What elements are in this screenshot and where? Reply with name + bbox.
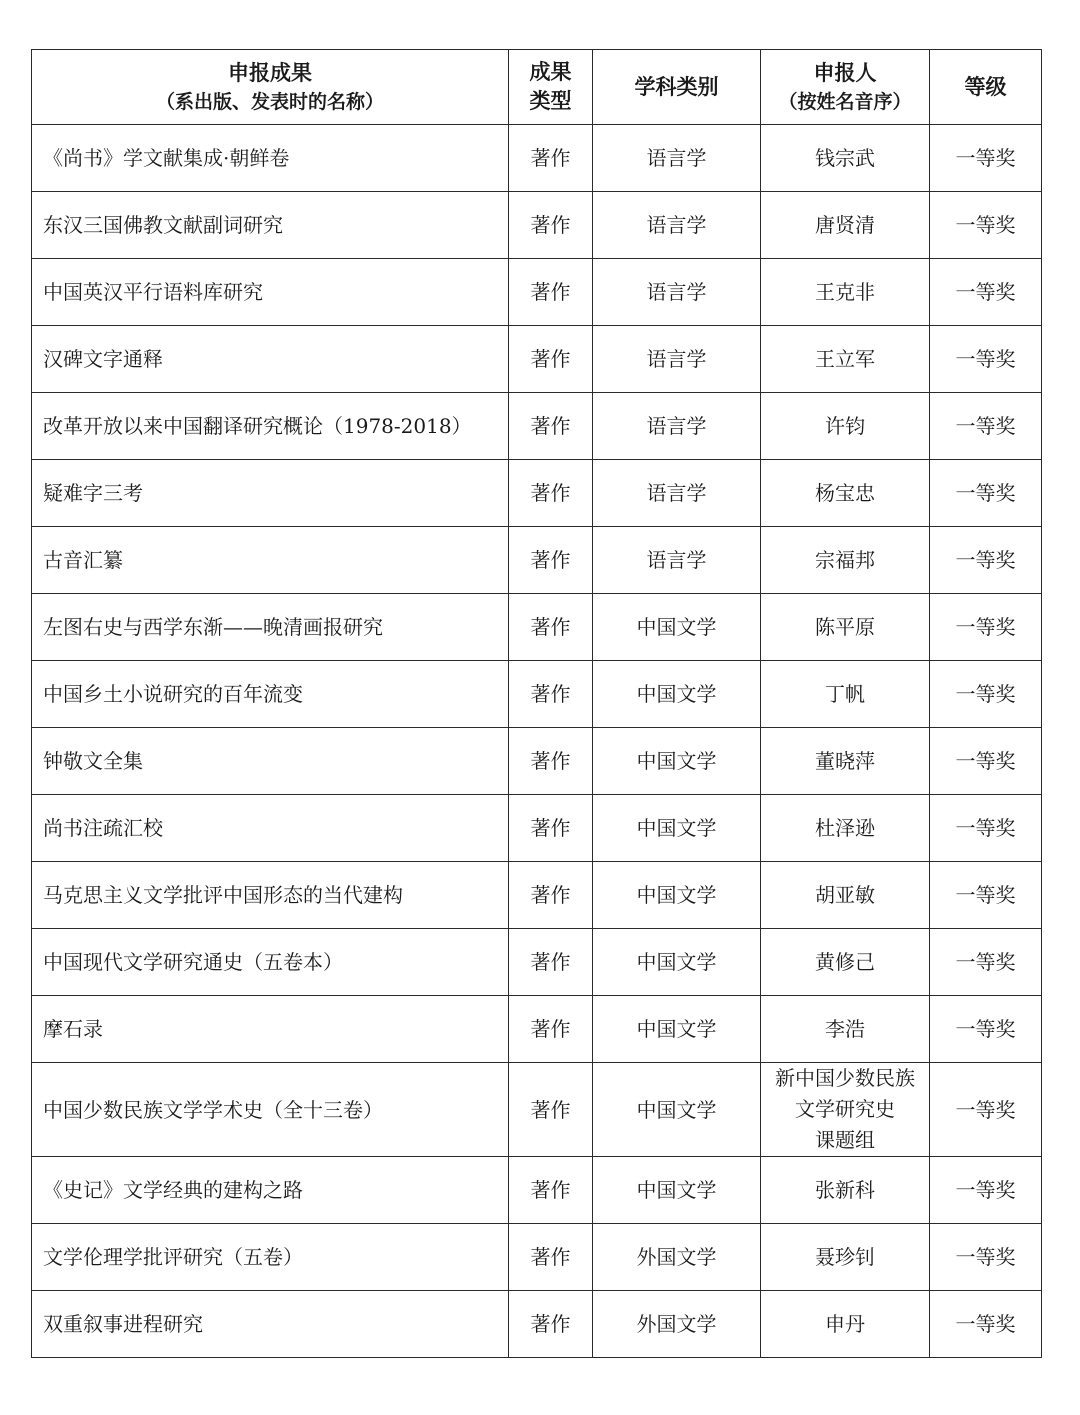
cell-type: 著作 [509, 728, 593, 795]
cell-type: 著作 [509, 594, 593, 661]
header-grade-label: 等级 [964, 75, 1007, 99]
cell-author: 申丹 [761, 1291, 930, 1358]
cell-title: 疑难字三考 [32, 460, 509, 527]
cell-grade: 一等奖 [930, 1063, 1042, 1157]
cell-title: 文学伦理学批评研究（五卷） [32, 1224, 509, 1291]
cell-grade: 一等奖 [930, 460, 1042, 527]
awards-table [31, 49, 1042, 1358]
cell-author-line: 新中国少数民族 [775, 1066, 915, 1090]
cell-grade: 一等奖 [930, 1157, 1042, 1224]
cell-grade: 一等奖 [930, 594, 1042, 661]
cell-title: 《史记》文学经典的建构之路 [32, 1157, 509, 1224]
header-author [761, 50, 930, 125]
cell-title: 改革开放以来中国翻译研究概论（1978-2018） [32, 393, 509, 460]
cell-title: 尚书注疏汇校 [32, 795, 509, 862]
cell-author: 唐贤清 [761, 192, 930, 259]
cell-author-line: 文学研究史 [795, 1097, 895, 1121]
cell-grade: 一等奖 [930, 192, 1042, 259]
table-row [32, 1063, 1042, 1157]
cell-author [761, 1063, 930, 1157]
cell-type: 著作 [509, 929, 593, 996]
table-row [32, 192, 1042, 259]
cell-discipline: 中国文学 [593, 862, 761, 929]
cell-grade: 一等奖 [930, 125, 1042, 192]
cell-discipline: 语言学 [593, 259, 761, 326]
cell-type: 著作 [509, 996, 593, 1063]
cell-type: 著作 [509, 1063, 593, 1157]
cell-title: 左图右史与西学东渐——晚清画报研究 [32, 594, 509, 661]
cell-grade: 一等奖 [930, 527, 1042, 594]
cell-title: 中国现代文学研究通史（五卷本） [32, 929, 509, 996]
cell-discipline: 中国文学 [593, 594, 761, 661]
table-row [32, 594, 1042, 661]
cell-discipline: 中国文学 [593, 1157, 761, 1224]
cell-author: 胡亚敏 [761, 862, 930, 929]
header-discipline [593, 50, 761, 125]
table-row [32, 929, 1042, 996]
cell-grade: 一等奖 [930, 326, 1042, 393]
cell-author-line: 课题组 [815, 1128, 875, 1152]
cell-title: 古音汇纂 [32, 527, 509, 594]
cell-type: 著作 [509, 393, 593, 460]
cell-discipline: 中国文学 [593, 929, 761, 996]
cell-author: 董晓萍 [761, 728, 930, 795]
cell-discipline: 语言学 [593, 125, 761, 192]
cell-title: 《尚书》学文献集成·朝鲜卷 [32, 125, 509, 192]
cell-title: 钟敬文全集 [32, 728, 509, 795]
cell-grade: 一等奖 [930, 795, 1042, 862]
table-row [32, 259, 1042, 326]
cell-discipline: 中国文学 [593, 996, 761, 1063]
header-author-main: 申报人 [813, 60, 877, 85]
header-type-line2: 类型 [529, 89, 572, 113]
cell-title: 中国英汉平行语料库研究 [32, 259, 509, 326]
cell-grade: 一等奖 [930, 862, 1042, 929]
cell-author: 宗福邦 [761, 527, 930, 594]
header-type [509, 50, 593, 125]
cell-author: 李浩 [761, 996, 930, 1063]
cell-type: 著作 [509, 661, 593, 728]
table-row [32, 795, 1042, 862]
cell-type: 著作 [509, 795, 593, 862]
header-row [32, 50, 1042, 125]
cell-author: 许钧 [761, 393, 930, 460]
cell-grade: 一等奖 [930, 1224, 1042, 1291]
cell-grade: 一等奖 [930, 929, 1042, 996]
table-row [32, 125, 1042, 192]
header-title [32, 50, 509, 125]
cell-author: 王克非 [761, 259, 930, 326]
cell-discipline: 外国文学 [593, 1224, 761, 1291]
cell-title: 中国乡土小说研究的百年流变 [32, 661, 509, 728]
cell-author: 王立军 [761, 326, 930, 393]
cell-author: 张新科 [761, 1157, 930, 1224]
cell-discipline: 语言学 [593, 460, 761, 527]
table-row [32, 326, 1042, 393]
cell-author: 陈平原 [761, 594, 930, 661]
cell-title: 摩石录 [32, 996, 509, 1063]
table-row [32, 996, 1042, 1063]
cell-discipline: 中国文学 [593, 795, 761, 862]
cell-type: 著作 [509, 125, 593, 192]
table-row [32, 527, 1042, 594]
cell-type: 著作 [509, 326, 593, 393]
cell-grade: 一等奖 [930, 393, 1042, 460]
cell-discipline: 外国文学 [593, 1291, 761, 1358]
cell-type: 著作 [509, 1157, 593, 1224]
cell-grade: 一等奖 [930, 259, 1042, 326]
table-row [32, 1224, 1042, 1291]
table-row [32, 661, 1042, 728]
header-title-sub: （系出版、发表时的名称） [155, 90, 384, 113]
cell-grade: 一等奖 [930, 996, 1042, 1063]
cell-discipline: 语言学 [593, 527, 761, 594]
cell-author: 丁帆 [761, 661, 930, 728]
cell-title: 东汉三国佛教文献副词研究 [32, 192, 509, 259]
table-row [32, 728, 1042, 795]
cell-author: 聂珍钊 [761, 1224, 930, 1291]
header-title-main: 申报成果 [228, 60, 312, 85]
cell-discipline: 中国文学 [593, 661, 761, 728]
cell-grade: 一等奖 [930, 728, 1042, 795]
cell-author: 杨宝忠 [761, 460, 930, 527]
header-author-sub: （按姓名音序） [778, 90, 912, 113]
cell-author: 钱宗武 [761, 125, 930, 192]
cell-type: 著作 [509, 259, 593, 326]
cell-author: 杜泽逊 [761, 795, 930, 862]
table-row [32, 460, 1042, 527]
cell-discipline: 语言学 [593, 192, 761, 259]
cell-type: 著作 [509, 1224, 593, 1291]
cell-type: 著作 [509, 460, 593, 527]
cell-type: 著作 [509, 1291, 593, 1358]
cell-type: 著作 [509, 192, 593, 259]
cell-grade: 一等奖 [930, 661, 1042, 728]
cell-title: 双重叙事进程研究 [32, 1291, 509, 1358]
table-row [32, 393, 1042, 460]
cell-title: 马克思主义文学批评中国形态的当代建构 [32, 862, 509, 929]
cell-discipline: 中国文学 [593, 728, 761, 795]
header-type-line1: 成果 [529, 60, 572, 84]
cell-grade: 一等奖 [930, 1291, 1042, 1358]
cell-discipline: 中国文学 [593, 1063, 761, 1157]
header-discipline-label: 学科类别 [634, 75, 719, 99]
cell-title: 汉碑文字通释 [32, 326, 509, 393]
header-grade [930, 50, 1042, 125]
table-row [32, 862, 1042, 929]
cell-author: 黄修己 [761, 929, 930, 996]
table-row [32, 1157, 1042, 1224]
cell-discipline: 语言学 [593, 326, 761, 393]
cell-type: 著作 [509, 527, 593, 594]
cell-discipline: 语言学 [593, 393, 761, 460]
cell-type: 著作 [509, 862, 593, 929]
table-row [32, 1291, 1042, 1358]
cell-title: 中国少数民族文学学术史（全十三卷） [32, 1063, 509, 1157]
